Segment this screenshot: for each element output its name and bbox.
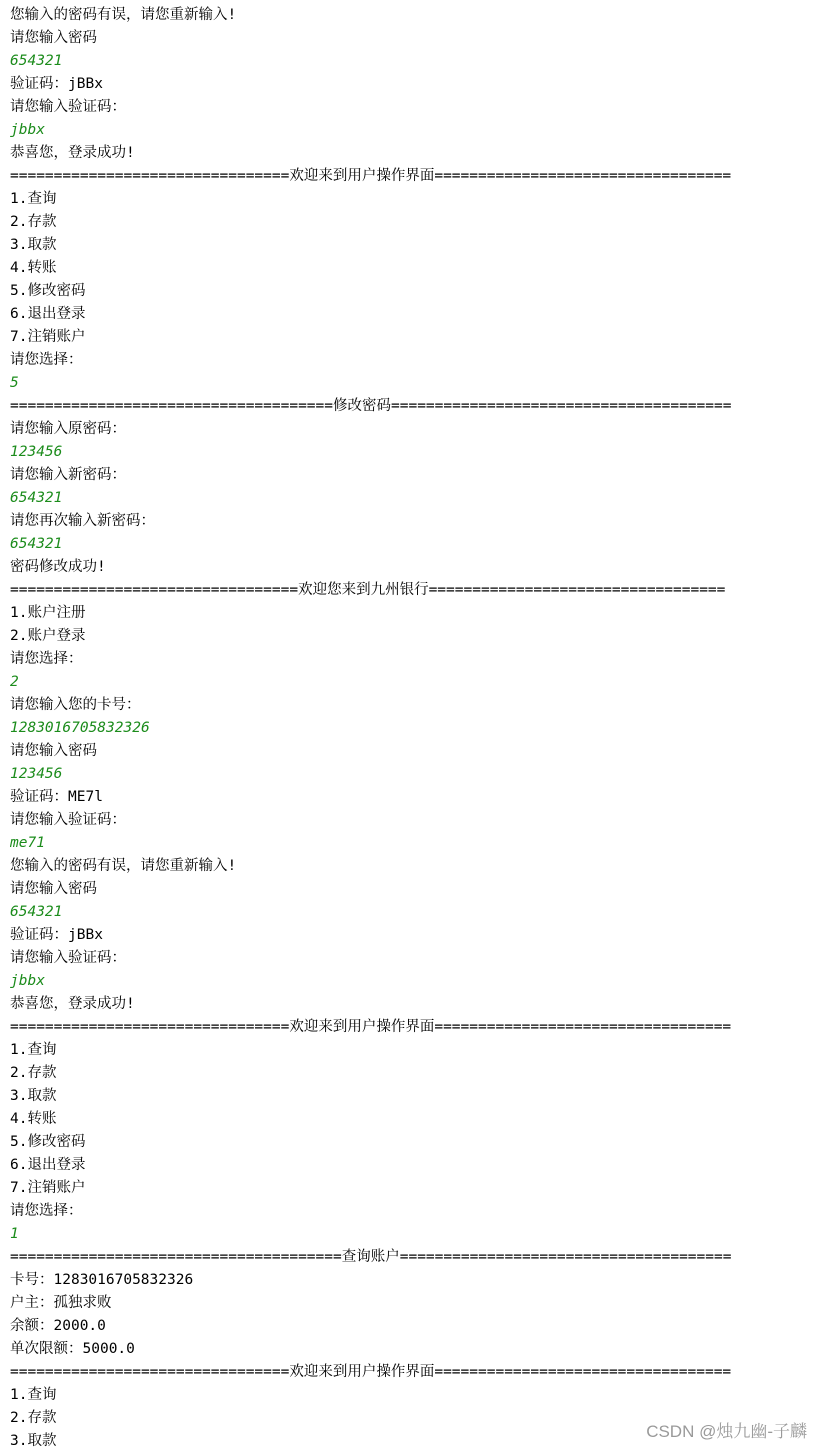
console-output-line: 卡号：1283016705832326	[10, 1272, 194, 1288]
console-output-line: 验证码：jBBx	[10, 76, 103, 92]
console-output-line: 6.退出登录	[10, 306, 86, 322]
console-output-line: 验证码：ME7l	[10, 789, 103, 805]
console-output-line: 请您输入密码	[10, 30, 97, 46]
console-output-line: 请您输入验证码：	[10, 812, 126, 828]
console-output-line: 1.查询	[10, 1042, 57, 1058]
console-output-line: 请您输入验证码：	[10, 99, 126, 115]
console-output-line: ======================================查询账户======================================	[10, 1249, 732, 1265]
console-log	[10, 4, 823, 1448]
console-output-line: 请您输入密码	[10, 881, 97, 897]
console-output-line: 4.转账	[10, 1111, 57, 1127]
console-output-line: 6.退出登录	[10, 1157, 86, 1173]
console-output-line: 单次限额：5000.0	[10, 1341, 135, 1357]
console-user-input-line: 654321	[10, 53, 63, 69]
console-output-line: 2.账户登录	[10, 628, 86, 644]
console-output-line: 2.存款	[10, 214, 57, 230]
console-output-line: 7.注销账户	[10, 1180, 86, 1196]
console-output-line: 请您输入原密码：	[10, 421, 126, 437]
console-output-line: ================================欢迎来到用户操作界面==================================	[10, 1019, 732, 1035]
console-output-line: 5.修改密码	[10, 283, 86, 299]
console-output-line: =====================================修改密码=======================================	[10, 398, 732, 414]
console-output-line: 请您选择：	[10, 1203, 83, 1219]
console-output-line: 请您输入新密码：	[10, 467, 126, 483]
console-output-line: 请您选择：	[10, 651, 83, 667]
console-output-line: 验证码：jBBx	[10, 927, 103, 943]
console-output-line: 2.存款	[10, 1410, 57, 1426]
console-output-line: 4.转账	[10, 260, 57, 276]
console-output-line: ================================欢迎来到用户操作界面==================================	[10, 168, 732, 184]
watermark: CSDN @烛九幽-子麟	[646, 1422, 807, 1441]
console-output-line: 密码修改成功!	[10, 559, 106, 575]
console-output-line: 请您输入您的卡号：	[10, 697, 141, 713]
console-output-line: 请您选择：	[10, 352, 83, 368]
console-user-input-line: 2	[10, 674, 19, 690]
console-output-line: 2.存款	[10, 1065, 57, 1081]
console-user-input-line: me71	[10, 835, 45, 851]
console-output-line: 5.修改密码	[10, 1134, 86, 1150]
console-output-line: 户主：孤独求败	[10, 1295, 112, 1311]
console-user-input-line: jbbx	[10, 122, 45, 138]
console-output-line: 恭喜您，登录成功!	[10, 145, 135, 161]
console-output-line: 3.取款	[10, 1088, 57, 1104]
console-output-line: 1.查询	[10, 191, 57, 207]
console-output-line: =================================欢迎您来到九州银行==================================	[10, 582, 726, 598]
console-user-input-line: jbbx	[10, 973, 45, 989]
console-output-line: 1.查询	[10, 1387, 57, 1403]
console-user-input-line: 5	[10, 375, 19, 391]
console-output-line: 7.注销账户	[10, 329, 86, 345]
console-output-line: 请您输入密码	[10, 743, 97, 759]
console-output-line: 您输入的密码有误，请您重新输入!	[10, 7, 237, 23]
console-user-input-line: 654321	[10, 490, 63, 506]
console-user-input-line: 123456	[10, 444, 63, 460]
console-output-line: ================================欢迎来到用户操作界面==================================	[10, 1364, 732, 1380]
console-output-line: 恭喜您，登录成功!	[10, 996, 135, 1012]
console-user-input-line: 654321	[10, 904, 63, 920]
console-user-input-line: 1	[10, 1226, 19, 1242]
console-output-line: 3.取款	[10, 237, 57, 253]
console-user-input-line: 123456	[10, 766, 63, 782]
console-user-input-line: 1283016705832326	[10, 720, 150, 736]
console-output-line: 请您输入验证码：	[10, 950, 126, 966]
console-output-line: 余额：2000.0	[10, 1318, 106, 1334]
console-output-line: 请您再次输入新密码：	[10, 513, 155, 529]
console-user-input-line: 654321	[10, 536, 63, 552]
console-output-line: 1.账户注册	[10, 605, 86, 621]
console-output-line: 您输入的密码有误，请您重新输入!	[10, 858, 237, 874]
console-output-line: 3.取款	[10, 1433, 57, 1448]
